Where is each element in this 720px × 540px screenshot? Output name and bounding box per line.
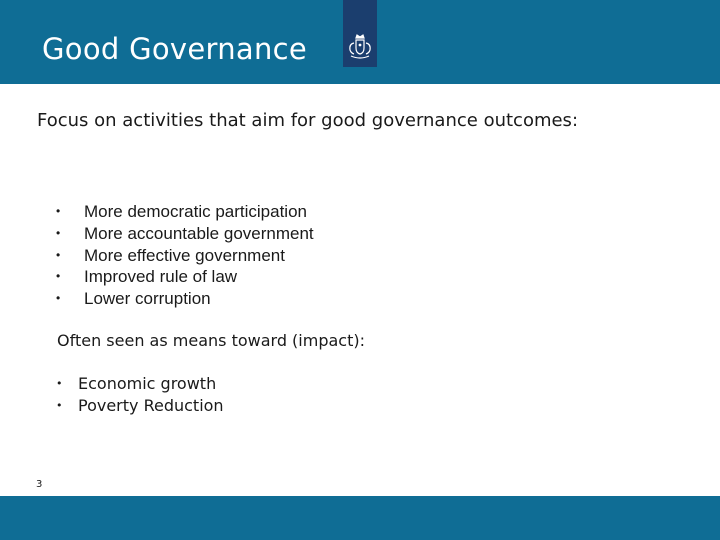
bullet-icon: • [56, 377, 63, 390]
bullet-icon: • [56, 291, 61, 306]
footer-band [0, 496, 720, 540]
list-item: • More accountable government [56, 223, 314, 243]
page-number: 3 [36, 479, 43, 490]
intro-text: Focus on activities that aim for good governance outcomes: [37, 110, 579, 131]
list-item: • Economic growth [56, 374, 217, 393]
bullet-icon: • [56, 269, 61, 284]
bullet-icon: • [56, 225, 61, 240]
list-item: • Poverty Reduction [56, 396, 224, 415]
list-item: • Improved rule of law [56, 267, 238, 287]
outcomes-list [56, 201, 314, 310]
bullet-icon: • [56, 204, 61, 218]
list-item: • Lower corruption [56, 289, 211, 309]
bullet-icon: • [56, 399, 63, 412]
list-item: • More democratic participation [56, 202, 307, 221]
logo-tab [343, 0, 377, 67]
impact-heading: Often seen as means toward (impact): [57, 331, 365, 350]
impacts-list [56, 373, 224, 417]
coat-of-arms-icon [347, 33, 373, 63]
list-item: • More effective government [56, 245, 285, 265]
bullet-icon: • [56, 247, 61, 262]
slide-title: Good Governance [42, 32, 308, 66]
